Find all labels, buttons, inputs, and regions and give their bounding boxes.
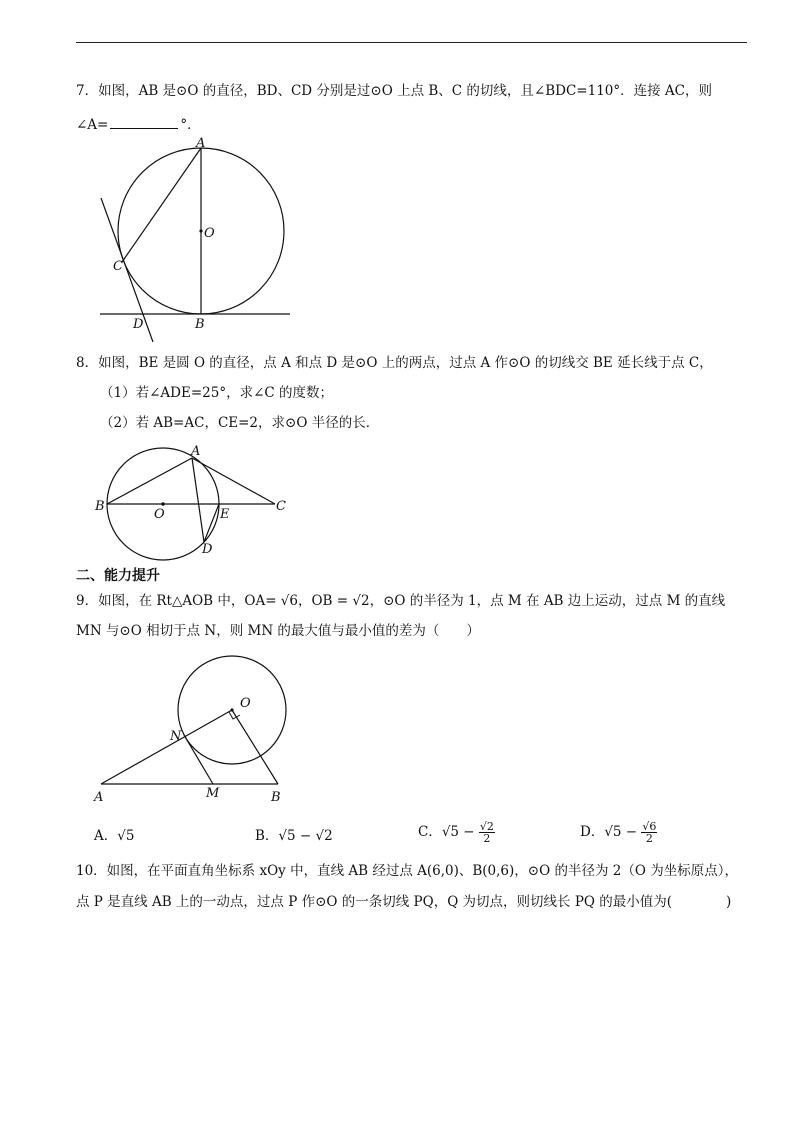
section-title: 二、能力提升 — [76, 568, 160, 584]
q8-part1: （1）若∠ADE=25°，求∠C 的度数； — [100, 385, 333, 401]
q10-text-line1: 10．如图，在平面直角坐标系 xOy 中，直线 AB 经过点 A(6,0)、B(0,6)，⊙O 的半径为 2（O 为坐标原点）， — [76, 863, 738, 879]
q9-label-o: O — [240, 696, 251, 711]
q9-option-d-denominator: 2 — [645, 832, 653, 845]
q7-label-a: A — [196, 136, 206, 151]
q7-degree-suffix: °． — [180, 117, 201, 133]
q8-label-a: A — [191, 444, 201, 459]
q9-text-line1: 9．如图，在 Rt△AOB 中，OA= √6，OB = √2，⊙O 的半径为 1，点 M 在 AB 边上运动，过点 M 的直线 — [76, 593, 726, 609]
q7-text-line1: 7．如图，AB 是⊙O 的直径，BD、CD 分别是过⊙O 上点 B、C 的切线，且∠BDC=110°．连接 AC，则 — [76, 83, 712, 99]
q7-label-b: B — [195, 317, 205, 332]
q8-text-line1: 8．如图，BE 是圆 O 的直径，点 A 和点 D 是⊙O 上的两点，过点 A 作⊙O 的切线交 BE 延长线于点 C， — [76, 355, 713, 371]
q7-angle-a-label: ∠A= — [76, 117, 109, 133]
q9-option-c-prefix: C．√5 − — [418, 824, 475, 840]
q9-option-c-denominator: 2 — [483, 832, 491, 845]
q9-option-d-prefix: D．√5 − — [580, 824, 638, 840]
q9-label-n: N — [170, 729, 182, 744]
q9-option-b[interactable]: B．√5 − √2 — [255, 828, 333, 844]
q9-label-a: A — [94, 790, 104, 805]
q7-label-c: C — [113, 259, 123, 274]
q9-option-a[interactable]: A．√5 — [94, 828, 135, 844]
q9-tangent-mn — [184, 735, 213, 784]
q9-center-dot — [230, 708, 233, 711]
q9-label-m: M — [206, 786, 220, 801]
q9-label-b: B — [271, 790, 281, 805]
q8-label-o: O — [154, 507, 165, 522]
q8-label-b: B — [95, 499, 105, 514]
q7-label-d: D — [133, 317, 144, 332]
q9-option-c[interactable] — [418, 820, 495, 844]
q7-label-o: O — [204, 226, 215, 241]
q9-option-d[interactable] — [580, 820, 657, 844]
q9-option-d-fraction — [641, 821, 657, 844]
q8-label-c: C — [276, 499, 286, 514]
q8-label-d: D — [202, 542, 213, 557]
q9-option-d-numerator: √6 — [642, 820, 657, 833]
q9-option-c-fraction — [479, 821, 495, 844]
q10-text-line2: 点 P 是直线 AB 上的一动点，过点 P 作⊙O 的一条切线 PQ，Q 为切点，则切线长 PQ 的最小值为( ) — [76, 894, 732, 910]
q9-option-c-numerator: √2 — [479, 820, 494, 833]
q8-part2: （2）若 AB=AC，CE=2，求⊙O 半径的长． — [100, 415, 380, 431]
q9-side-ao — [101, 710, 232, 784]
q8-label-e: E — [220, 507, 230, 522]
q9-text-line2: MN 与⊙O 相切于点 N，则 MN 的最大值与最小值的差为（ ） — [76, 623, 480, 639]
